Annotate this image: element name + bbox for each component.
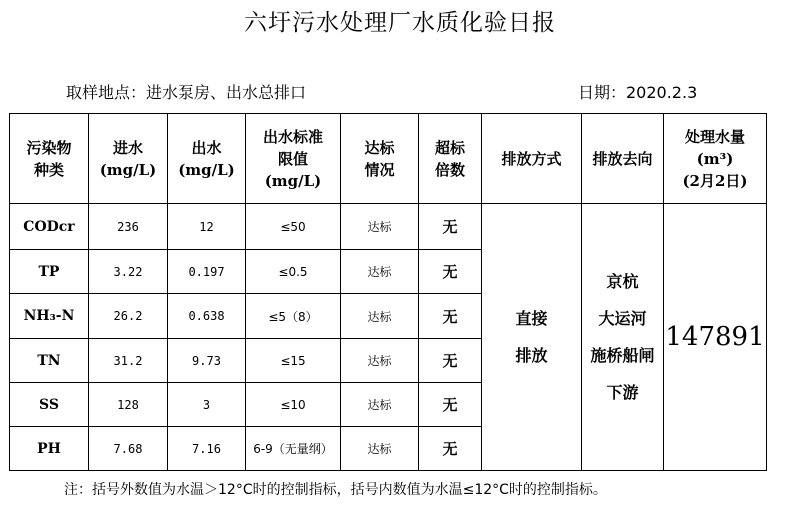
report-title: 六圩污水处理厂水质化验日报 bbox=[244, 10, 556, 36]
pollutant-name: PH bbox=[10, 427, 89, 471]
exceed-ratio: 无 bbox=[419, 294, 482, 339]
table-row bbox=[10, 204, 767, 250]
water-quality-table bbox=[9, 113, 767, 471]
limit-value: 6-9（无量纲） bbox=[246, 427, 341, 471]
discharge-method-cell: 直接 排放 bbox=[482, 204, 582, 471]
discharge-destination-cell: 京杭 大运河 施桥船闸 下游 bbox=[582, 204, 664, 471]
exceed-ratio: 无 bbox=[419, 204, 482, 250]
header-discharge-method: 排放方式 bbox=[482, 114, 582, 204]
pollutant-name: NH₃-N bbox=[10, 294, 89, 339]
exceed-ratio: 无 bbox=[419, 427, 482, 471]
header-treated-volume: 处理水量 (m³) (2月2日) bbox=[664, 114, 767, 204]
table-header-row bbox=[10, 114, 767, 204]
header-discharge-destination: 排放去向 bbox=[582, 114, 664, 204]
limit-value: ≤0.5 bbox=[246, 250, 341, 294]
pollutant-name: TN bbox=[10, 339, 89, 383]
influent-value: 31.2 bbox=[89, 339, 168, 383]
exceed-ratio: 无 bbox=[419, 383, 482, 427]
pollutant-name: CODcr bbox=[10, 204, 89, 250]
header-effluent: 出水 (mg/L) bbox=[168, 114, 246, 204]
influent-value: 3.22 bbox=[89, 250, 168, 294]
report-date: 日期：2020.2.3 bbox=[578, 83, 698, 102]
effluent-value: 12 bbox=[168, 204, 246, 250]
compliance-status: 达标 bbox=[341, 383, 419, 427]
header-exceed-ratio: 超标 倍数 bbox=[419, 114, 482, 204]
influent-value: 236 bbox=[89, 204, 168, 250]
compliance-status: 达标 bbox=[341, 294, 419, 339]
pollutant-name: SS bbox=[10, 383, 89, 427]
footnote: 注：括号外数值为水温＞12°C时的控制指标，括号内数值为水温≤12°C时的控制指标。 bbox=[64, 482, 607, 498]
effluent-value: 0.638 bbox=[168, 294, 246, 339]
exceed-ratio: 无 bbox=[419, 250, 482, 294]
influent-value: 7.68 bbox=[89, 427, 168, 471]
treated-volume-value: 147891 bbox=[664, 204, 767, 471]
limit-value: ≤10 bbox=[246, 383, 341, 427]
header-effluent-limit: 出水标准 限值 (mg/L) bbox=[246, 114, 341, 204]
pollutant-name: TP bbox=[10, 250, 89, 294]
limit-value: ≤15 bbox=[246, 339, 341, 383]
sampling-location: 取样地点：进水泵房、出水总排口 bbox=[66, 83, 307, 102]
header-pollutant-type: 污染物 种类 bbox=[10, 114, 89, 204]
limit-value: ≤5（8） bbox=[246, 294, 341, 339]
compliance-status: 达标 bbox=[341, 427, 419, 471]
header-influent: 进水 (mg/L) bbox=[89, 114, 168, 204]
limit-value: ≤50 bbox=[246, 204, 341, 250]
compliance-status: 达标 bbox=[341, 339, 419, 383]
header-compliance: 达标 情况 bbox=[341, 114, 419, 204]
effluent-value: 7.16 bbox=[168, 427, 246, 471]
compliance-status: 达标 bbox=[341, 204, 419, 250]
exceed-ratio: 无 bbox=[419, 339, 482, 383]
effluent-value: 9.73 bbox=[168, 339, 246, 383]
effluent-value: 3 bbox=[168, 383, 246, 427]
influent-value: 128 bbox=[89, 383, 168, 427]
influent-value: 26.2 bbox=[89, 294, 168, 339]
effluent-value: 0.197 bbox=[168, 250, 246, 294]
compliance-status: 达标 bbox=[341, 250, 419, 294]
